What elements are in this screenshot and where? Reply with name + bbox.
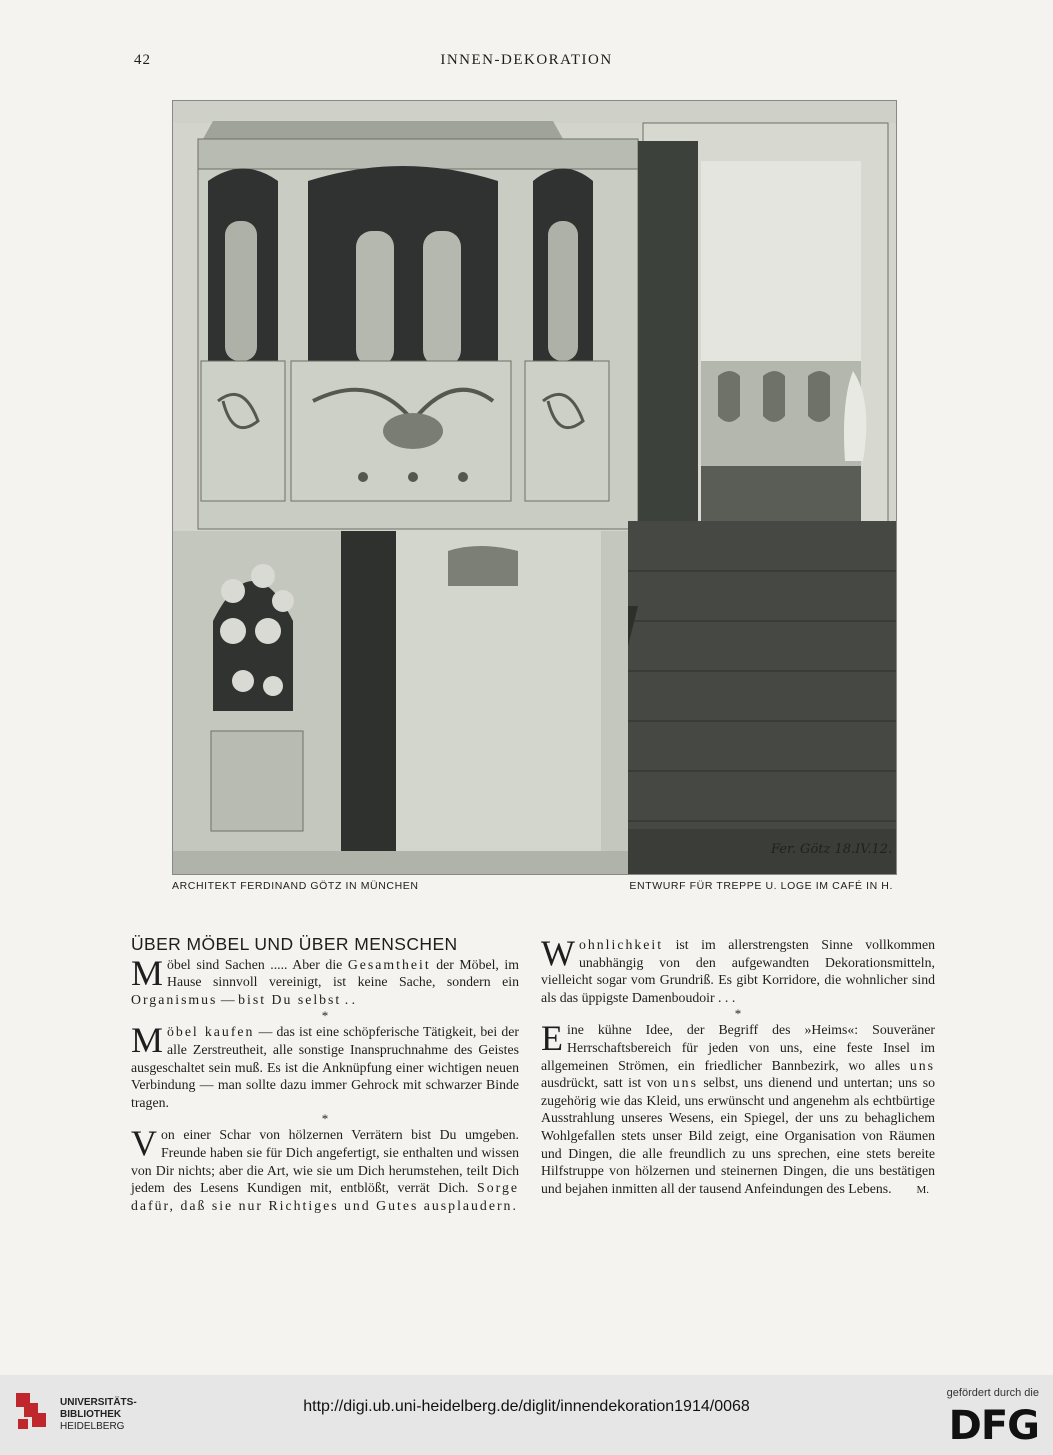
paragraph-5: [541, 1018, 935, 1197]
caption-left: ARCHITEKT FERDINAND GÖTZ IN MÜNCHEN: [172, 880, 419, 892]
artist-signature: Fer. Götz 18.IV.12.: [771, 842, 893, 857]
page-header: [0, 52, 1053, 74]
library-name-line: UNIVERSITÄTS-: [60, 1397, 137, 1408]
text-run: — das ist eine schöpferische Tätigkeit, bei der alle Zerstreutheit, alle sonstige Inanspruchnahme des Geistes ausgeschaltet sein muß. Es ist die Anknüpfung einer wichtigen neuen Verbindung — man sollte dazu immer Gehrock mit schwarzer Binde tragen.: [131, 1024, 519, 1110]
spaced-text: öbel kaufen: [167, 1024, 255, 1040]
article-column-left: [131, 936, 519, 1214]
author-initial: M.: [916, 1183, 929, 1196]
drop-cap: E: [541, 1018, 563, 1059]
spaced-text: uns: [909, 1057, 935, 1073]
article-column-right: [541, 933, 935, 1197]
spaced-text: uns: [672, 1075, 698, 1091]
funding-note: gefördert durch die: [946, 1387, 1039, 1399]
text-run: on einer Schar von hölzernen Verrätern bist Du umgeben. Freunde haben sie für Dich angefertigt, sie enthalten und wissen von Dir nichts; aber die Art, wie sie um Dich herumstehen, teilt Dich jedem des Lesens Kundigen mit, entblößt, verrät Dich.: [131, 1127, 519, 1196]
text-run: selbst, uns dienend und untertan; uns so zugehörig wie das Kleid, uns erwünscht und angenehm als echtbürtige Ausstrahlung unseres Wesens, ein Spiegel, der uns zu behaglichem Wohlgefallen stets unser Bild zeigt, eine Organisation von Räumen und Dingen, die alle freundlich zu uns sprechen, eine stets bereite Hilfstruppe von hölzernen und steinernen Dingen, die uns bestätigen und bejahen inmitten all der tausend Anfeindungen des Lebens.: [541, 1075, 935, 1196]
section-asterisk: *: [321, 1008, 329, 1024]
digitization-footer: [0, 1375, 1053, 1455]
spaced-text: ohnlichkeit: [578, 937, 664, 952]
text-run: ausdrückt, satt ist von: [541, 1075, 673, 1091]
text-run: ist im allerstrengsten Sinne vollkommen unabhängig von den aufgewandten Dekorationsmitteln, vielleicht sogar vom Grundriß. Es gibt Korridore, die wohnlicher sind als das üppigste Damenboudoir . . .: [541, 937, 935, 1005]
spaced-text: Organismus: [131, 991, 218, 1007]
library-name-line: BIBLIOTHEK: [60, 1409, 122, 1420]
dfg-logo: DFG: [948, 1403, 1039, 1449]
page-number: 42: [134, 52, 151, 68]
paragraph-4: [541, 933, 935, 1006]
spaced-text: bist Du selbst: [238, 991, 342, 1007]
running-head: INNEN-DEKORATION: [440, 52, 613, 68]
text-run: ine kühne Idee, der Begriff des »Heims«: Souveräner Herrschaftsbereich für jeden von uns, eine feste Insel im allgemeinen Strömen, ein friedlicher Bannbezirk, wo alles: [541, 1022, 935, 1073]
source-url-link[interactable]: http://digi.ub.uni-heidelberg.de/diglit/innendekoration1914/0068: [303, 1398, 750, 1415]
paragraph-3: [131, 1123, 519, 1214]
text-run: öbel sind Sachen ..... Aber die: [167, 956, 348, 972]
text-run: —: [217, 991, 239, 1007]
drop-cap: W: [541, 933, 575, 973]
spaced-text: Sorge dafür, daß sie nur Richtiges und Gutes ausplaudern.: [131, 1180, 519, 1213]
section-asterisk: *: [734, 1006, 742, 1022]
paragraph-1: [131, 952, 519, 1009]
article-title: ÜBER MÖBEL UND ÜBER MENSCHEN: [131, 934, 458, 954]
drop-cap: M: [131, 1020, 164, 1061]
caption-right: ENTWURF FÜR TREPPE U. LOGE IM CAFÉ IN H.: [629, 880, 893, 892]
library-name-line: HEIDELBERG: [60, 1421, 125, 1432]
drop-cap: M: [131, 952, 164, 993]
text-run: . .: [341, 991, 356, 1007]
section-asterisk: *: [321, 1111, 329, 1127]
drop-cap: V: [131, 1123, 157, 1164]
spaced-text: Gesamtheit: [347, 956, 431, 972]
illustration-plate: [172, 100, 897, 875]
paragraph-2: [131, 1020, 519, 1111]
text-run: der Möbel, im Hause sinnvoll vereinigt, ist keine Sache, sondern ein: [167, 956, 519, 990]
